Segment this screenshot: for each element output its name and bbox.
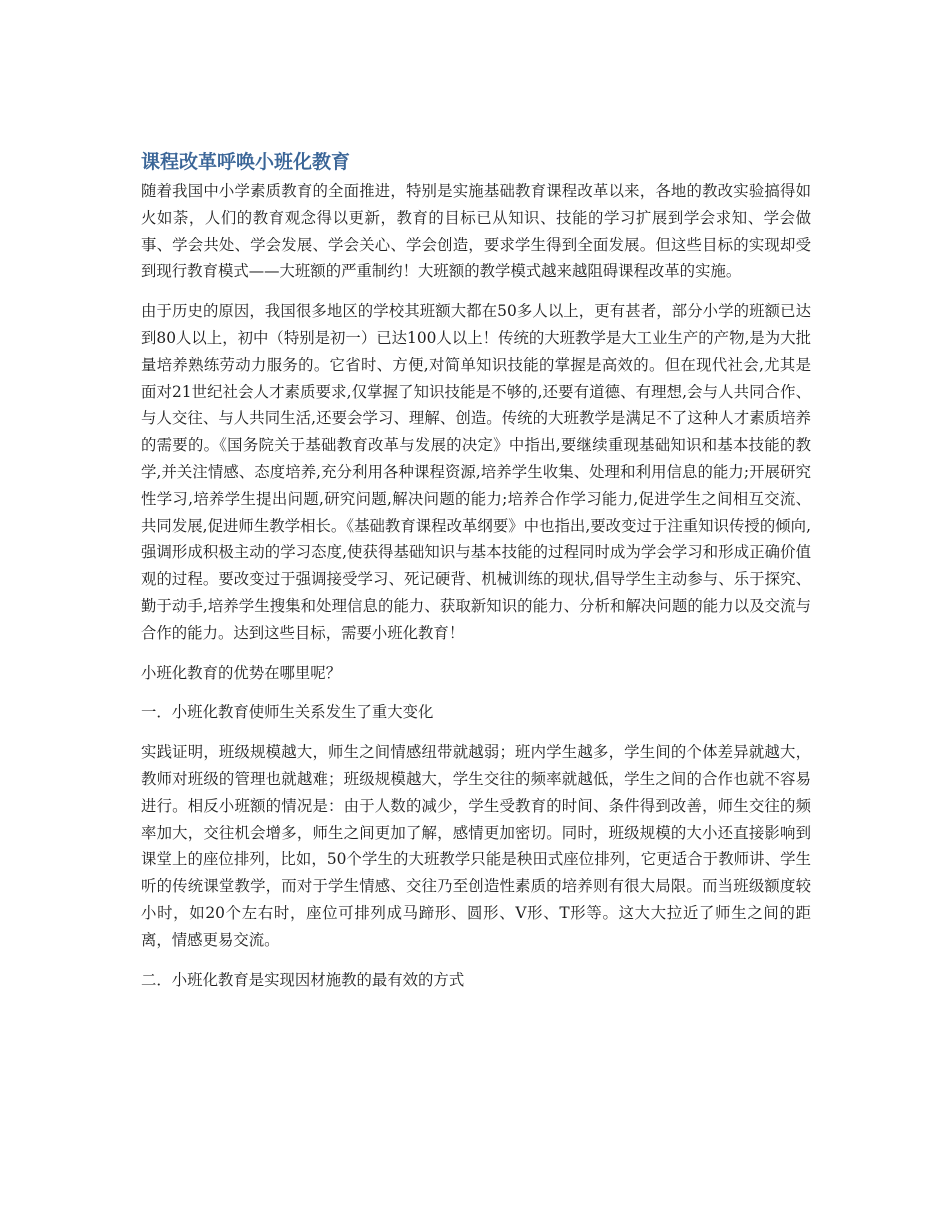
background-paragraph: 由于历史的原因，我国很多地区的学校其班额大都在50多人以上，更有甚者，部分小学的班额已达到80人以上，初中（特别是初一）已达100人以上！传统的大班教学是大工业生产的产物,是为大批量培养熟练劳动力服务的。它省时、方便,对简单知识技能的掌握是高效的。但在现代社会,尤其是面对21世纪社会人才素质要求,仅掌握了知识技能是不够的,还要有道德、有理想,会与人共同合作、与人交往、与人共同生活,还要会学习、理解、创造。传统的大班教学是满足不了这种人才素质培养的需要的。《国务院关于基础教育改革与发展的决定》中指出,要继续重现基础知识和基本技能的教学,并关注情感、态度培养,充分利用各种课程资源,培养学生收集、处理和利用信息的能力;开展研究性学习,培养学生提出问题,研究问题,解决问题的能力;培养合作学习能力,促进学生之间相互交流、共同发展,促进师生教学相长。《基础教育课程改革纲要》中也指出,要改变过于注重知识传授的倾向,强调形成积极主动的学习态度,使获得基础知识与基本技能的过程同时成为学会学习和形成正确价值观的过程。要改变过于强调接受学习、死记硬背、机械训练的现状,倡导学生主动参与、乐于探究、勤于动手,培养学生搜集和处理信息的能力、获取新知识的能力、分析和解决问题的能力以及交流与合作的能力。达到这些目标，需要小班化教育！ [141, 302, 811, 642]
section-1-paragraph: 实践证明，班级规模越大，师生之间情感纽带就越弱；班内学生越多，学生间的个体差异就越大，教师对班级的管理也就越难；班级规模越大，学生交往的频率就越低，学生之间的合作也就不容易进行。相反小班额的情况是：由于人数的减少，学生受教育的时间、条件得到改善，师生交往的频率加大，交往机会增多，师生之间更加了解，感情更加密切。同时，班级规模的大小还直接影响到课堂上的座位排列，比如，50个学生的大班教学只能是秧田式座位排列，它更适合于教师讲、学生听的传统课堂教学，而对于学生情感、交往乃至创造性素质的培养则有很大局限。而当班级额度较小时，如20个左右时，座位可排列成马蹄形、圆形、V形、T形等。这大大拉近了师生之间的距离，情感更易交流。 [141, 743, 811, 949]
section-heading-1: 一．小班化教育使师生关系发生了重大变化 [141, 703, 434, 722]
question-line: 小班化教育的优势在哪里呢？ [141, 663, 342, 682]
document-title: 课程改革呼唤小班化教育 [141, 151, 351, 173]
section-heading-2: 二．小班化教育是实现因材施教的最有效的方式 [141, 970, 465, 989]
document-page [141, 147, 811, 1006]
intro-paragraph: 随着我国中小学素质教育的全面推进，特别是实施基础教育课程改革以来，各地的教改实验搞得如火如荼，人们的教育观念得以更新，教育的目标已从知识、技能的学习扩展到学会求知、学会做事、学会共处、学会发展、学会关心、学会创造，要求学生得到全面发展。但这些目标的实现却受到现行教育模式——大班额的严重制约！大班额的教学模式越来越阻碍课程改革的实施。 [141, 182, 811, 281]
